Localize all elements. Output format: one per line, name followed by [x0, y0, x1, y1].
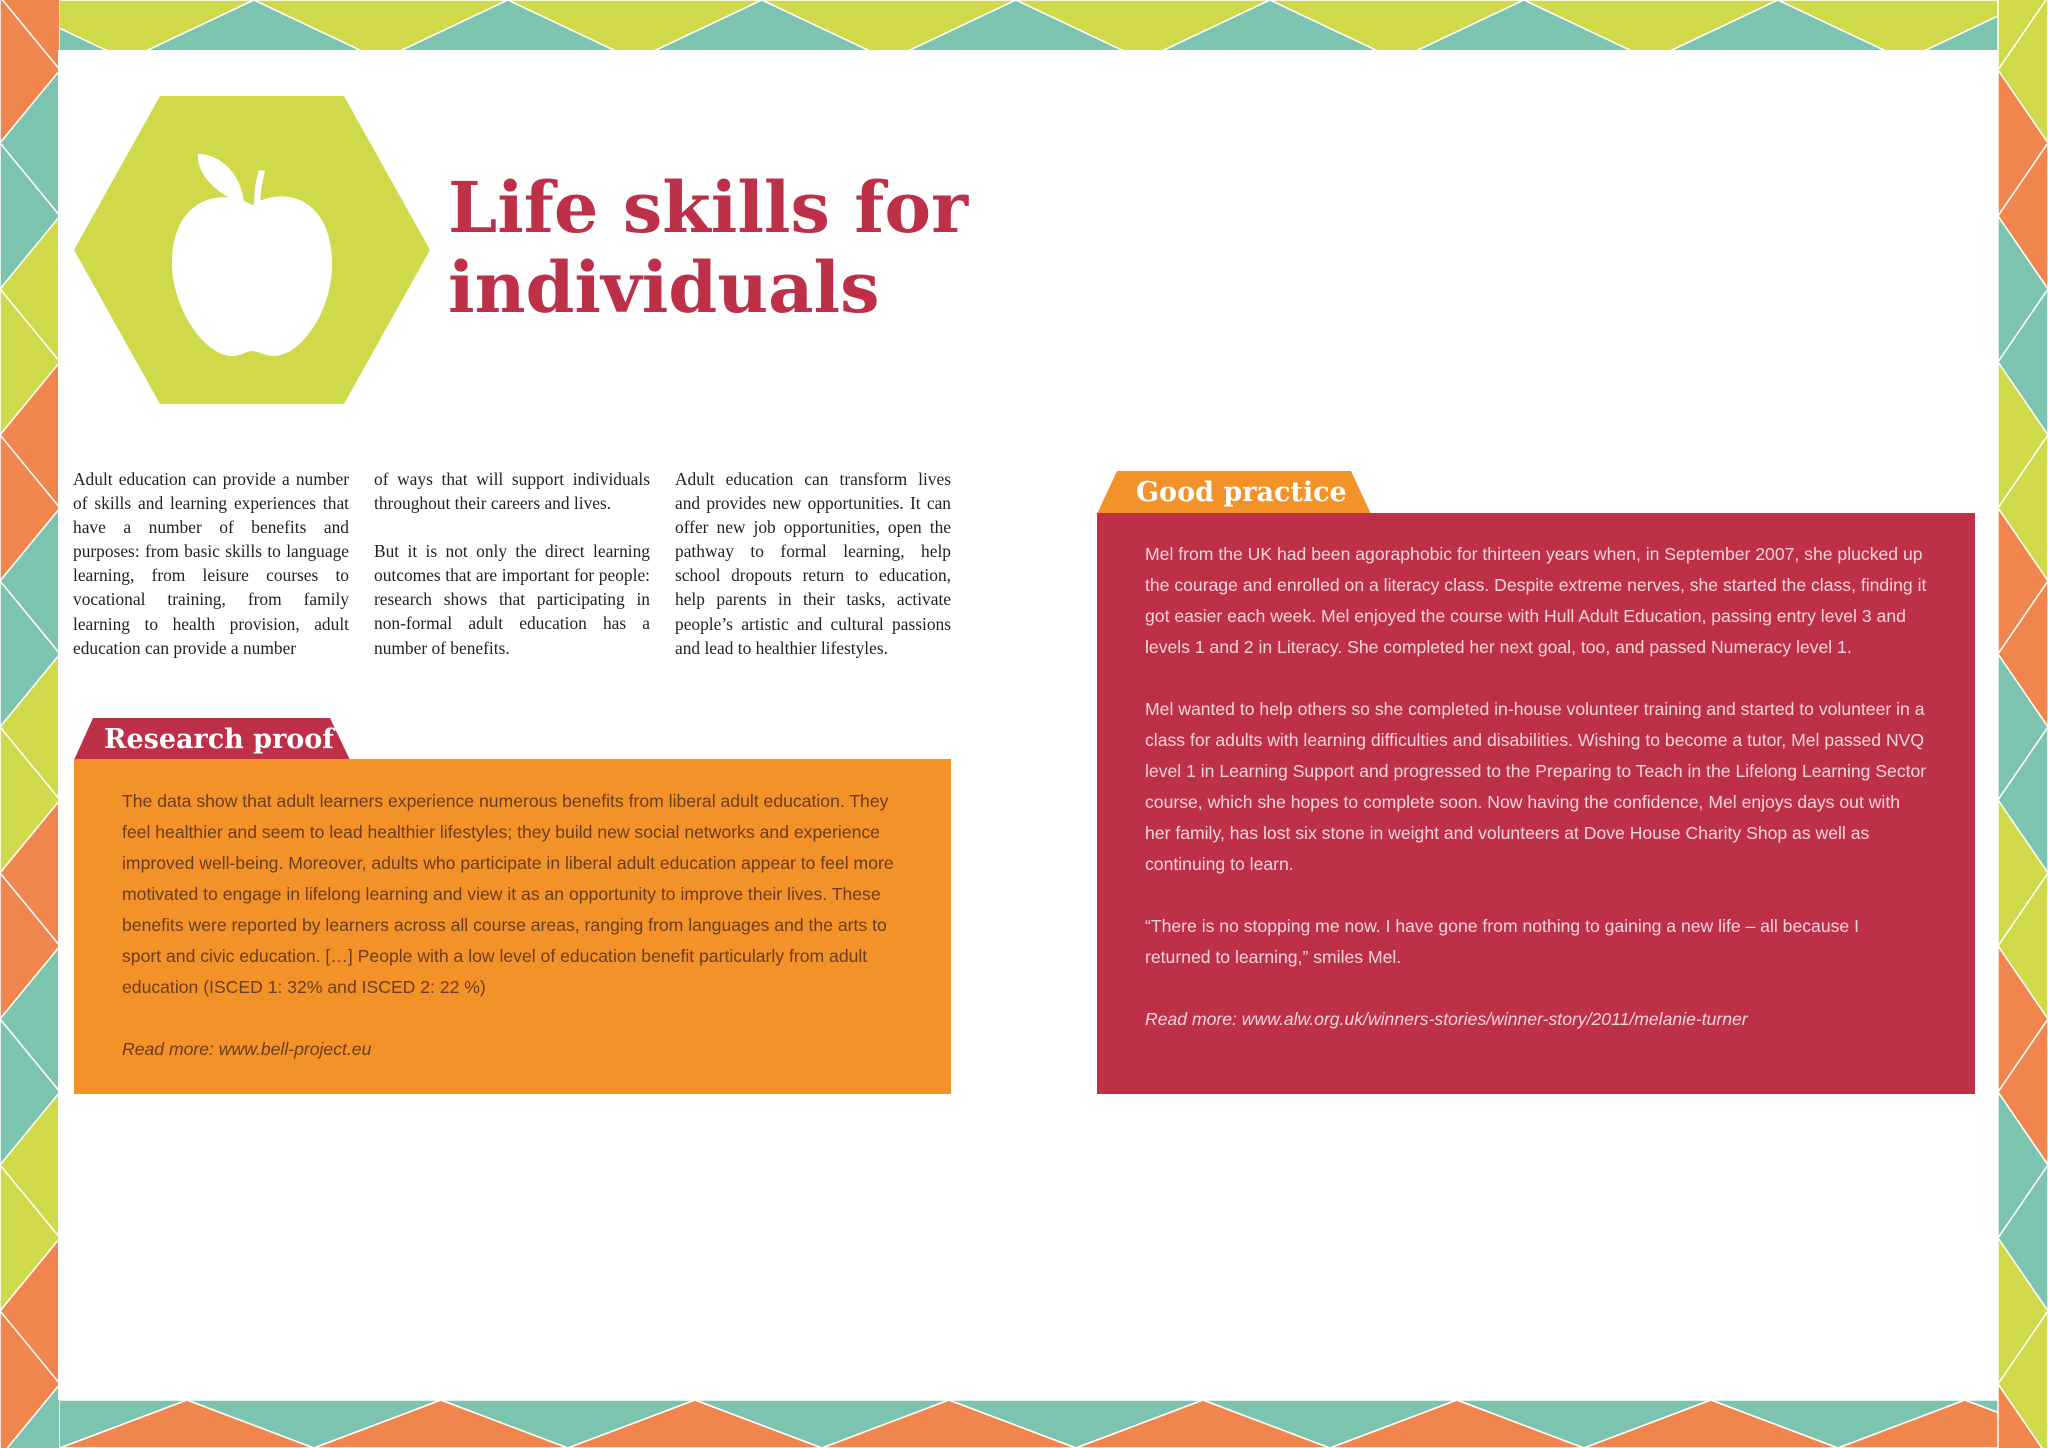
research-proof-text: The data show that adult learners experience numerous benefits from liberal adult education. They feel healthier and seem to lead healthier lifestyles; they build new social networks and experience improved well-being. Moreover, adults who participate in liberal adult education appear to feel more motivated to engage in lifelong learning and view it as an opportunity to improve their lives. These benefits were reported by learners across all course areas, ranging from languages and the arts to sport and civic education. […] People with a low level of education benefit particularly from adult education (ISCED 1: 32% and ISCED 2: 22 %) [122, 791, 894, 997]
page-title-line-1: Life skills for [448, 166, 968, 249]
frame-triangle [1998, 1019, 2048, 1165]
frame-triangle [1711, 1400, 1965, 1448]
good-practice-label: Good practice [1136, 477, 1347, 508]
frame-triangle [822, 1400, 1076, 1448]
frame-triangle [1330, 1400, 1584, 1448]
page-title-line-2: individuals [448, 246, 880, 329]
apple-hexagon-badge [74, 96, 430, 404]
frame-triangle [1457, 1400, 1711, 1448]
frame-triangle [314, 1400, 568, 1448]
frame-triangle [1998, 70, 2048, 216]
frame-triangle [1965, 1400, 2048, 1448]
frame-triangle [1998, 581, 2048, 727]
intro-paragraph: Adult education can transform lives and provides new opportunities. It can offer new job opportunities, open the pathway to formal learning, help school dropouts return to education, help parents in their tasks, activate people’s artistic and cultural passions and lead to healthier lifestyles. [675, 469, 951, 658]
frame-triangle [1998, 1165, 2048, 1311]
frame-triangle [949, 1400, 1203, 1448]
good-practice-paragraph: Mel wanted to help others so she completed in-house volunteer training and started to volunteer in a class for adults with learning difficulties and disabilities. Wishing to become a tutor, Mel passed NVQ level 1 in Learning Support and progressed to the Preparing to Teach in the Lifelong Learning Sector course, which she hopes to complete soon. Now having the confidence, Mel enjoys days out with her family, has lost six stone in weight and volunteers at Dove House Charity Shop as well as continuing to learn. [1145, 699, 1927, 874]
intro-paragraph: of ways that will support individuals throughout their careers and lives. [374, 469, 650, 514]
frame-triangle [568, 1400, 822, 1448]
frame-triangle [1203, 1400, 1457, 1448]
research-proof-read-more: Read more: www.bell-project.eu [122, 1039, 372, 1059]
frame-triangle [1998, 946, 2048, 1092]
frame-triangle [60, 1400, 314, 1448]
frame-triangle [1998, 216, 2048, 362]
frame-triangle [1998, 508, 2048, 654]
intro-column-2 [374, 467, 650, 660]
frame-triangle [1998, 435, 2048, 581]
frame-triangle [1998, 143, 2048, 289]
page-title [448, 168, 968, 328]
intro-column-1 [73, 467, 349, 660]
good-practice-paragraph: “There is no stopping me now. I have gone from nothing to gaining a new life – all because I returned to learning,” smiles Mel. [1145, 916, 1859, 967]
frame-triangle [1998, 289, 2048, 435]
frame-triangle [1584, 1400, 1838, 1448]
frame-triangle [187, 1400, 441, 1448]
frame-triangle [441, 1400, 695, 1448]
frame-triangle [1998, 873, 2048, 1019]
intro-column-3 [675, 467, 951, 660]
frame-triangle [1838, 1400, 2048, 1448]
intro-paragraph: But it is not only the direct learning outcomes that are important for people: research shows that participating in non-formal adult education has a number of benefits. [374, 541, 650, 658]
frame-triangle [1076, 1400, 1330, 1448]
intro-paragraph: Adult education can provide a number of skills and learning experiences that have a number of benefits and purposes: from basic skills to language learning, from leisure courses to vocational training, from family learning to health provision, adult education can provide a number [73, 469, 349, 658]
research-proof-box [74, 759, 951, 1094]
frame-triangle [1998, 362, 2048, 508]
frame-triangle [1998, 727, 2048, 873]
research-proof-label: Research proof [104, 724, 334, 755]
frame-triangle [1998, 1238, 2048, 1384]
good-practice-box [1097, 513, 1975, 1094]
frame-triangle [1998, 800, 2048, 946]
frame-triangle [1998, 654, 2048, 800]
frame-triangle [695, 1400, 949, 1448]
frame-triangle [1998, 1092, 2048, 1238]
good-practice-read-more: Read more: www.alw.org.uk/winners-stories/winner-story/2011/melanie-turner [1145, 1009, 1748, 1029]
frame-triangle [1998, 1311, 2048, 1448]
frame-triangle [1998, 1384, 2048, 1448]
good-practice-paragraph: Mel from the UK had been agoraphobic for thirteen years when, in September 2007, she plucked up the courage and enrolled on a literacy class. Despite extreme nerves, she started the class, finding it got easier each week. Mel enjoyed the course with Hull Adult Education, passing entry level 3 and levels 1 and 2 in Literacy. She completed her next goal, too, and passed Numeracy level 1. [1145, 544, 1927, 657]
decorative-frame-left [0, 0, 60, 1448]
